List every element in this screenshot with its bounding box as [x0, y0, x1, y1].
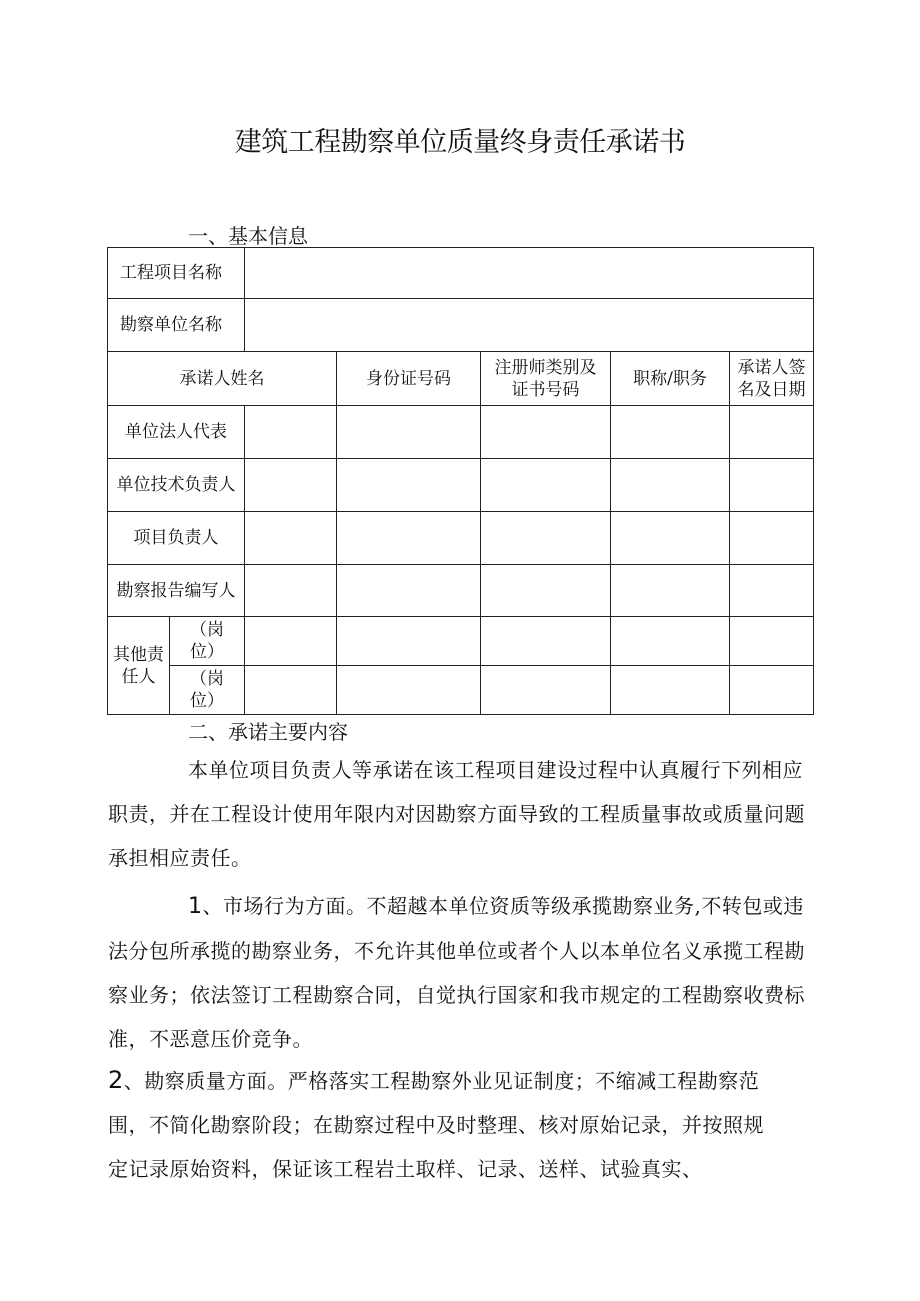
title-cell[interactable] — [611, 406, 730, 459]
survey-unit-value[interactable] — [245, 299, 814, 352]
table-header-row — [108, 352, 814, 406]
section-basic-info-heading: 一、基本信息 — [188, 224, 308, 248]
item-1-number: 1 — [188, 894, 203, 919]
id-cell[interactable] — [337, 617, 481, 666]
header-name: 承诺人姓名 — [108, 352, 337, 406]
name-cell[interactable] — [245, 666, 337, 715]
project-name-value[interactable] — [245, 248, 814, 299]
project-name-label: 工程项目名称 — [108, 248, 245, 299]
item-2-number: 2 — [108, 1066, 124, 1094]
sign-cell[interactable] — [730, 565, 814, 617]
table-row — [108, 299, 814, 352]
sign-cell[interactable] — [730, 406, 814, 459]
header-id: 身份证号码 — [337, 352, 481, 406]
title-cell[interactable] — [611, 459, 730, 512]
others-label: 其他责任人 — [108, 617, 170, 715]
id-cell[interactable] — [337, 666, 481, 715]
name-cell[interactable] — [245, 617, 337, 666]
header-sign: 承诺人签名及日期 — [730, 352, 814, 406]
id-cell[interactable] — [337, 565, 481, 617]
sign-cell[interactable] — [730, 666, 814, 715]
cert-cell[interactable] — [481, 406, 611, 459]
title-cell[interactable] — [611, 617, 730, 666]
cert-cell[interactable] — [481, 666, 611, 715]
intro-paragraph: 本单位项目负责人等承诺在该工程项目建设过程中认真履行下列相应职责，并在工程设计使用年限内对因勘察方面导致的工程质量事故或质量问题承担相应责任。 — [108, 758, 805, 870]
name-cell[interactable] — [245, 459, 337, 512]
table-row — [108, 666, 814, 715]
cert-cell[interactable] — [481, 512, 611, 565]
name-cell[interactable] — [245, 406, 337, 459]
document-title: 建筑工程勘察单位质量终身责任承诺书 — [234, 127, 686, 158]
title-cell[interactable] — [611, 565, 730, 617]
item-1-paragraph — [108, 884, 813, 1061]
survey-unit-label: 勘察单位名称 — [108, 299, 245, 352]
header-title: 职称/职务 — [611, 352, 730, 406]
sign-cell[interactable] — [730, 512, 814, 565]
role-label: 项目负责人 — [108, 512, 245, 565]
sign-cell[interactable] — [730, 617, 814, 666]
name-cell[interactable] — [245, 565, 337, 617]
item-2-paragraph — [108, 1058, 773, 1191]
item-2-text: 、勘察质量方面。严格落实工程勘察外业见证制度；不缩减工程勘察范围，不简化勘察阶段；在勘察过程中及时整理、核对原始记录，并按照规定记录原始资料，保证该工程岩土取样、记录、送样、试验真实、 — [108, 1069, 764, 1181]
post-label: （岗位） — [170, 666, 245, 715]
table-row — [108, 459, 814, 512]
header-cert: 注册师类别及证书号码 — [481, 352, 611, 406]
table-row — [108, 565, 814, 617]
item-1-text: 、市场行为方面。不超越本单位资质等级承揽勘察业务,不转包或违法分包所承揽的勘察业务，不允许其他单位或者个人以本单位名义承揽工程勘察业务；依法签订工程勘察合同，自觉执行国家和我市规定的工程勘察收费标准，不恶意压价竞争。 — [108, 894, 805, 1051]
id-cell[interactable] — [337, 512, 481, 565]
section-commitments-heading: 二、承诺主要内容 — [188, 720, 348, 744]
role-label: 单位技术负责人 — [108, 459, 245, 512]
id-cell[interactable] — [337, 459, 481, 512]
sign-cell[interactable] — [730, 459, 814, 512]
basic-info-table — [107, 247, 814, 715]
table-row — [108, 617, 814, 666]
table-row — [108, 512, 814, 565]
cert-cell[interactable] — [481, 459, 611, 512]
post-label: （岗位） — [170, 617, 245, 666]
role-label: 勘察报告编写人 — [108, 565, 245, 617]
table-row — [108, 248, 814, 299]
name-cell[interactable] — [245, 512, 337, 565]
title-cell[interactable] — [611, 666, 730, 715]
role-label: 单位法人代表 — [108, 406, 245, 459]
table-row — [108, 406, 814, 459]
id-cell[interactable] — [337, 406, 481, 459]
title-cell[interactable] — [611, 512, 730, 565]
cert-cell[interactable] — [481, 565, 611, 617]
cert-cell[interactable] — [481, 617, 611, 666]
